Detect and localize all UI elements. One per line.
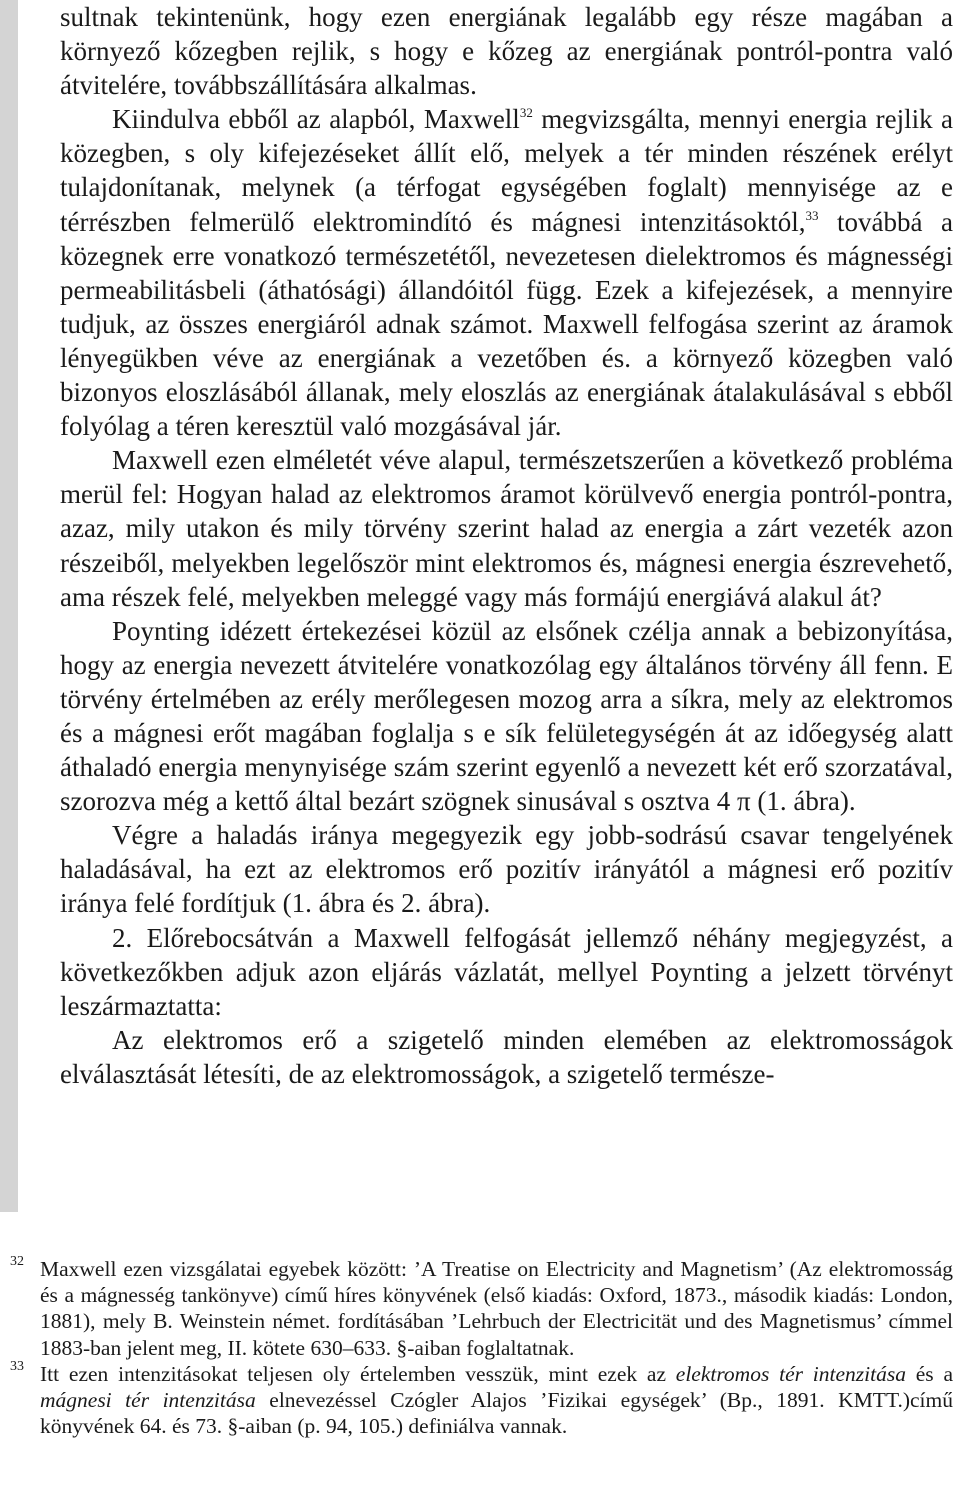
paragraph: Poynting idézett értekezései közül az elsőnek czélja annak a bebizonyítása, hogy az energia nevezett átvitelére vonatkozólag egy általános törvény áll fenn. E törvény értelmében az erély merőlegesen mozog arra a síkra, mely az elektromos és a mágnesi erőt magában foglalja s e sík felületegységén át az időegység alatt áthaladó energia menynyisége szám szerint egyenlő a nevezett két erő szorzatával, szorozva még a kettő által bezárt szögnek sinusával s osztva 4 π (1. ábra). xyxy=(60,615,953,817)
footnote-32 xyxy=(0,1256,953,1361)
text-run: elnevezéssel Czógler Alajos ’Fizikai egységek’ (Bp., 1891. KMTT.)című könyvének 64. és 73. §-aiban (p. 94, 105.) definiálva vannak. xyxy=(40,1388,954,1439)
text-run: Itt ezen intenzitásokat teljesen oly értelemben vesszük, mint ezek az xyxy=(40,1361,676,1386)
footnote-number: 33 xyxy=(10,1358,24,1374)
italic-term: mágnesi tér intenzitása xyxy=(40,1388,256,1413)
paragraph: sultnak tekintenünk, hogy ezen energiának legalább egy része magában a környező kőzegben rejlik, s hogy e kőzeg az energiának pontról-pontra való átvitelére, továbbszállítására alkalmas. xyxy=(60,2,953,101)
footnotes xyxy=(0,1256,953,1439)
text-run: és a xyxy=(905,1361,954,1386)
paragraph: Az elektromos erő a szigetelő minden elemében az elektromosságok elválasztását létesíti, de az elektromosságok, a szigetelő természe- xyxy=(60,1024,953,1089)
footnote-text: Maxwell ezen vizsgálatai egyebek között: ’A Treatise on Electricity and Magnetism’ (Az elektromosság és a mágnesség tankönyve) című híres könyvének (első kiadás: Oxford, 1873., második kiadás: London, 1881), mely B. Weinstein német. fordításában ’Lehrbuch der Electricität und des Magnetismus’ címmel 1883-ban jelent meg, II. kötete 630–633. §-aiban foglaltatnak. xyxy=(40,1257,953,1360)
paragraph xyxy=(60,102,953,443)
margin-bar xyxy=(0,0,18,1212)
footnote-text xyxy=(40,1361,953,1440)
text-run: megvizsgálta, mennyi energia rejlik a közegben, s oly kifejezéseket állít elő, melyek a tér minden részének erélyt tulajdonítanak, melynek (a térfogat egységében foglalt) mennyisége az e térrészben felmerülő elektromindító és mágnesi intenzitásoktól, xyxy=(60,104,954,237)
footnote-number: 32 xyxy=(10,1254,24,1269)
paragraph: 2. Előrebocsátván a Maxwell felfogását jellemző néhány megjegyzést, a következőkben adjuk azon eljárás vázlatát, mellyel Poynting a jelzett törvényt leszármaztatta: xyxy=(60,922,953,1021)
paragraph: Végre a haladás iránya megegyezik egy jobb-sodrású csavar tengelyének haladásával, ha ezt az elektromos erő pozitív irányától a mágnesi erő pozitív iránya felé fordítjuk (1. ábra és 2. ábra). xyxy=(60,820,953,919)
body-text xyxy=(60,0,953,1091)
text-run: Kiindulva ebből az alapból, Maxwell xyxy=(112,104,520,135)
paragraph: Maxwell ezen elméletét véve alapul, természetszerűen a következő probléma merül fel: Hogyan halad az elektromos áramot körülvevő energia pontról-pontra, azaz, mily utakon és mily törvény szerint halad az energia a zárt vezeték azon részeiből, melyekben legelőször mint elektromos és, mágnesi energia észrevehető, ama részek felé, melyekben meleggé vagy más formájú energiává alakul át? xyxy=(60,445,953,612)
text-run: továbbá a közegnek erre vonatkozó természetétől, nevezetesen dielektromos és mágnességi permeabilitásbeli (áthatósági) állandóitól függ. Ezek a kifejezések, a mennyire tudjuk, az összes energiáról adnak számot. Maxwell felfogása szerint az áramok lényegükben véve az energiának a vezetőben és. a környező közegben való bizonyos eloszlásából állanak, mely eloszlás az energiának átalakulásával s ebből folyólag a téren keresztül való mozgásával jár. xyxy=(60,206,953,442)
footnote-33 xyxy=(0,1358,954,1440)
footnote-ref-32[interactable]: 32 xyxy=(519,105,533,121)
italic-term: elektromos tér intenzitása xyxy=(675,1361,906,1386)
footnote-ref-33[interactable]: 33 xyxy=(805,207,819,223)
